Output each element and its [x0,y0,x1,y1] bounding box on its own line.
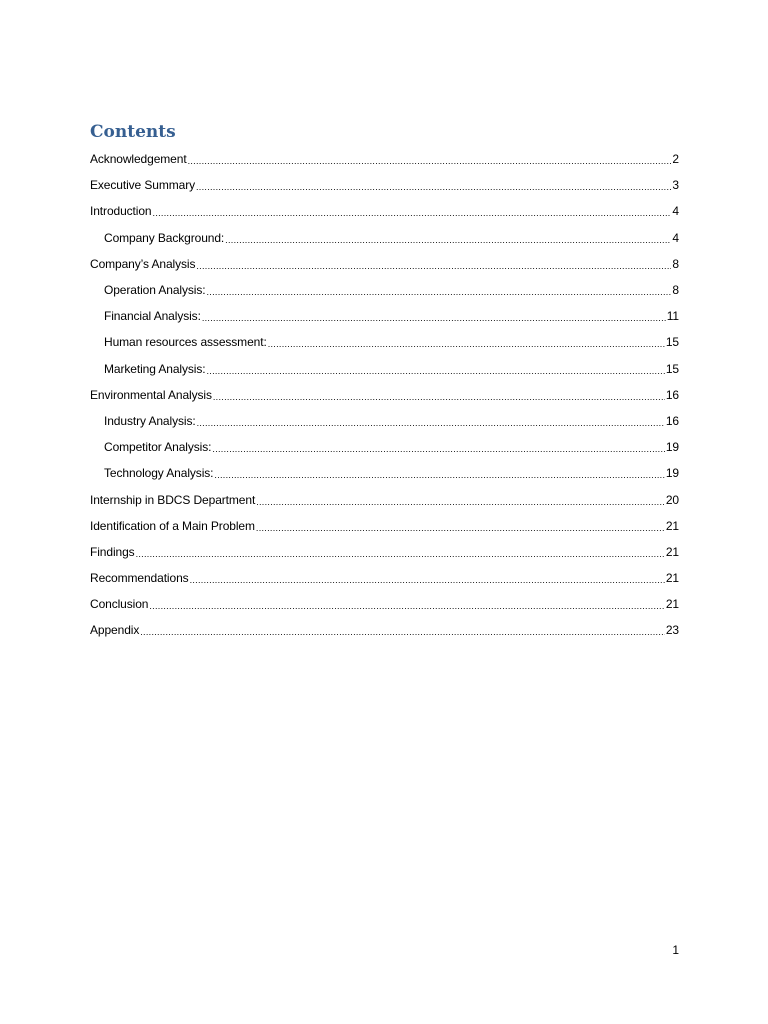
toc-subentry[interactable] [90,303,679,329]
toc-entry-title: Company Background: [104,230,225,245]
toc-entry-page: 16 [665,387,679,402]
toc-entry[interactable] [90,565,679,591]
toc-dot-leader [213,392,665,402]
toc-dot-leader [212,444,664,454]
table-of-contents [90,146,679,644]
toc-entry-title: Appendix [90,623,140,638]
toc-subentry[interactable] [90,329,679,355]
toc-entry-page: 2 [672,152,679,167]
toc-entry-page: 21 [665,518,679,533]
toc-entry[interactable] [90,486,679,512]
toc-entry-page: 3 [672,178,679,193]
toc-entry-title: Industry Analysis: [104,413,196,428]
toc-entry-title: Operation Analysis: [104,283,206,298]
toc-entry-title: Conclusion [90,597,149,612]
toc-entry-page: 8 [672,283,679,298]
toc-subentry[interactable] [90,434,679,460]
toc-dot-leader [256,497,665,507]
toc-entry[interactable] [90,617,679,643]
toc-dot-leader [136,549,665,559]
toc-dot-leader [268,339,665,349]
toc-entry-page: 15 [665,335,679,350]
toc-entry-page: 15 [665,361,679,376]
toc-entry-page: 21 [665,571,679,586]
toc-dot-leader [206,366,664,376]
toc-heading: Contents [90,122,176,142]
toc-entry-title: Executive Summary [90,178,195,193]
toc-entry[interactable] [90,251,679,277]
toc-entry-title: Competitor Analysis: [104,440,212,455]
toc-dot-leader [197,418,665,428]
toc-entry-title: Identification of a Main Problem [90,518,255,533]
toc-entry-page: 16 [665,413,679,428]
toc-entry[interactable] [90,198,679,224]
toc-subentry[interactable] [90,460,679,486]
toc-dot-leader [190,575,665,585]
toc-entry-title: Company’s Analysis [90,256,196,271]
toc-entry-page: 8 [672,256,679,271]
toc-entry-page: 4 [672,230,679,245]
toc-entry-page: 20 [665,492,679,507]
toc-entry-title: Introduction [90,204,152,219]
toc-entry-title: Findings [90,544,135,559]
toc-dot-leader [188,156,672,166]
toc-dot-leader [140,627,665,637]
toc-subentry[interactable] [90,277,679,303]
toc-entry-title: Financial Analysis: [104,309,201,324]
toc-entry-page: 21 [665,597,679,612]
toc-dot-leader [149,601,664,611]
toc-entry[interactable] [90,146,679,172]
toc-subentry[interactable] [90,408,679,434]
toc-dot-leader [196,182,671,192]
toc-entry[interactable] [90,382,679,408]
toc-entry-page: 11 [666,309,679,324]
toc-dot-leader [225,235,671,245]
toc-dot-leader [202,313,666,323]
toc-entry-title: Recommendations [90,571,189,586]
toc-entry-title: Marketing Analysis: [104,361,206,376]
toc-entry[interactable] [90,513,679,539]
toc-dot-leader [256,523,665,533]
toc-entry[interactable] [90,539,679,565]
toc-dot-leader [196,261,671,271]
toc-entry[interactable] [90,591,679,617]
toc-entry-title: Acknowledgement [90,152,187,167]
toc-subentry[interactable] [90,225,679,251]
toc-entry-page: 19 [665,440,679,455]
toc-entry-title: Human resources assessment: [104,335,267,350]
page-number: 1 [672,943,679,957]
toc-entry-page: 4 [672,204,679,219]
toc-entry-title: Technology Analysis: [104,466,214,481]
toc-entry-title: Internship in BDCS Department [90,492,256,507]
toc-dot-leader [207,287,672,297]
toc-entry-page: 21 [665,544,679,559]
toc-entry-page: 23 [665,623,679,638]
toc-entry-title: Environmental Analysis [90,387,212,402]
toc-entry-page: 19 [665,466,679,481]
toc-dot-leader [153,208,672,218]
toc-subentry[interactable] [90,356,679,382]
toc-dot-leader [214,470,664,480]
toc-entry[interactable] [90,172,679,198]
